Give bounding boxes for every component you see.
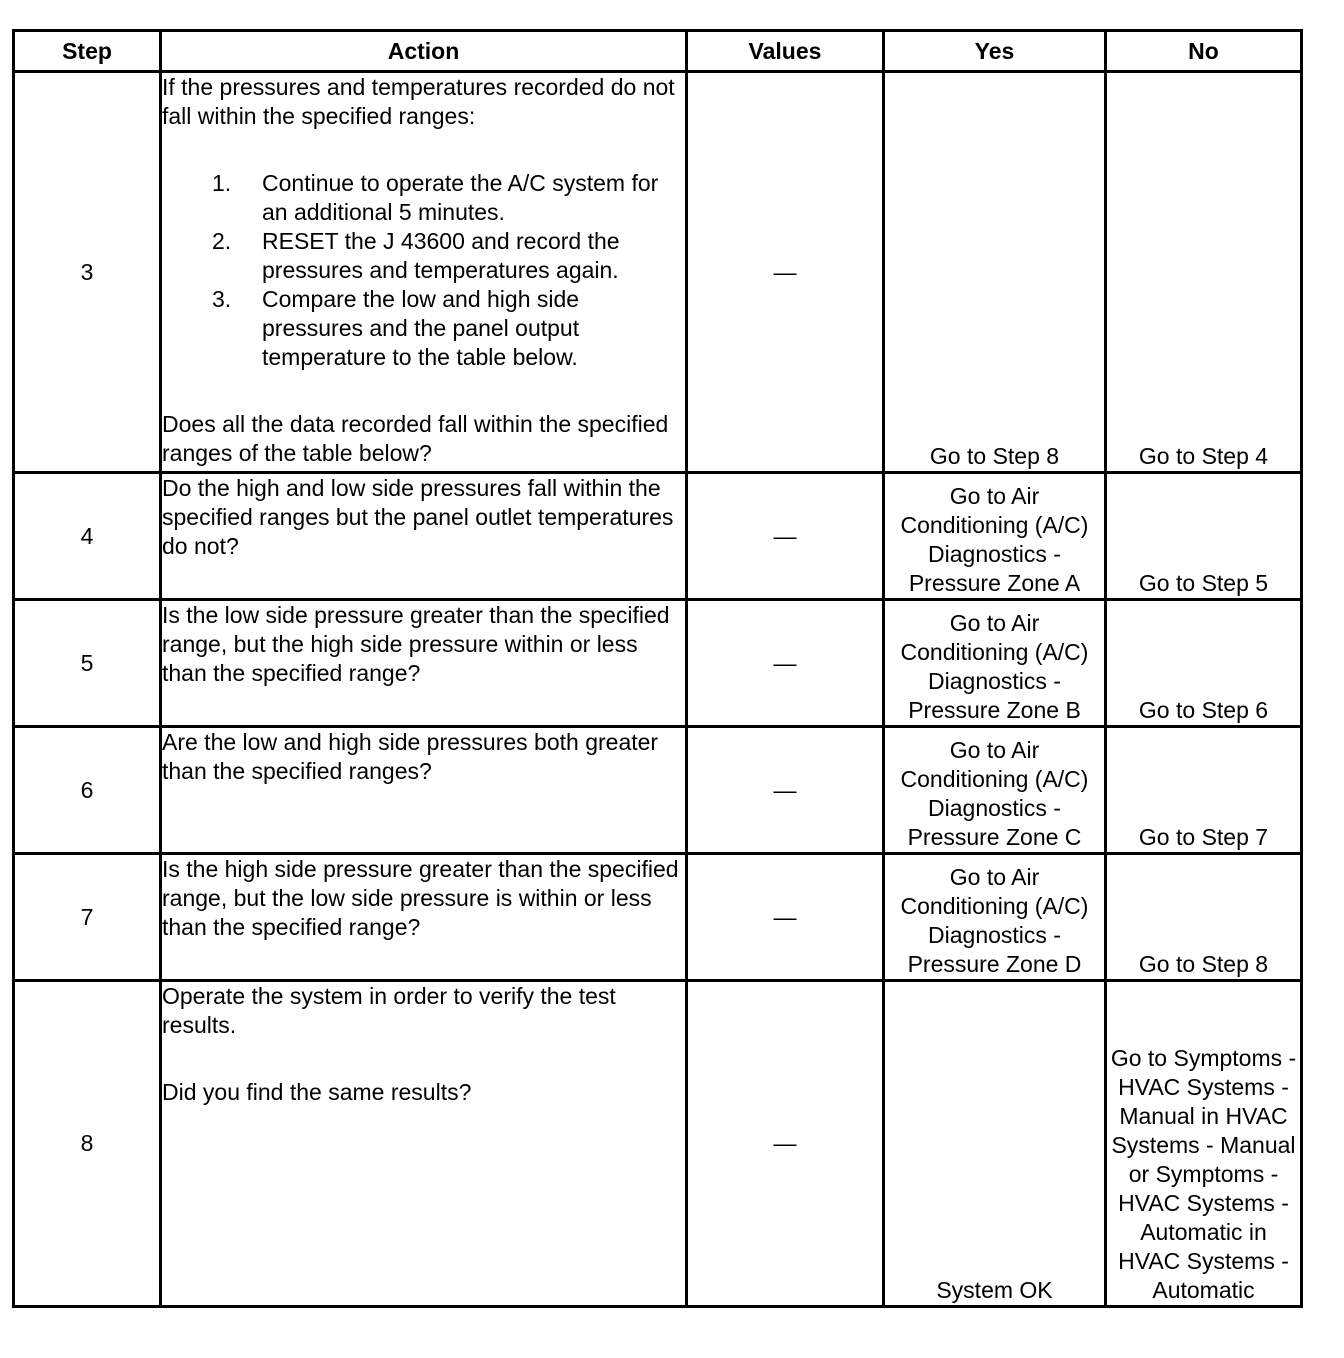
header-yes: Yes <box>885 32 1107 73</box>
list-item-text: Continue to operate the A/C system for an additional 5 minutes. <box>262 170 659 225</box>
yes-cell: Go to Air Conditioning (A/C) Diagnostics - Pressure Zone B <box>885 601 1107 728</box>
list-item-text: RESET the J 43600 and record the pressures and temperatures again. <box>262 228 620 283</box>
table-row <box>15 982 1300 1305</box>
yes-cell: Go to Air Conditioning (A/C) Diagnostics - Pressure Zone D <box>885 855 1107 982</box>
action-intro: If the pressures and temperatures recorded do not fall within the specified ranges: <box>162 74 675 129</box>
action-question: Did you find the same results? <box>162 1079 472 1105</box>
list-item-number: 1. <box>212 170 232 196</box>
action-intro: Operate the system in order to verify the test results. <box>162 983 616 1038</box>
step-number: 5 <box>15 601 162 728</box>
header-no: No <box>1107 32 1300 73</box>
step-number: 3 <box>15 73 162 474</box>
yes-cell: Go to Air Conditioning (A/C) Diagnostics - Pressure Zone A <box>885 474 1107 601</box>
table-row <box>15 73 1300 474</box>
no-cell: Go to Step 6 <box>1107 601 1300 728</box>
no-cell: Go to Step 7 <box>1107 728 1300 855</box>
list-item <box>162 285 685 372</box>
action-cell: Are the low and high side pressures both greater than the specified ranges? <box>162 728 688 855</box>
values-cell: — <box>688 474 885 601</box>
action-cell: Is the high side pressure greater than the specified range, but the low side pressure is within or less than the specified range? <box>162 855 688 982</box>
header-action: Action <box>162 32 688 73</box>
values-cell: — <box>688 728 885 855</box>
values-cell: — <box>688 982 885 1305</box>
list-item <box>162 169 685 227</box>
action-cell: Is the low side pressure greater than the specified range, but the high side pressure within or less than the specified range? <box>162 601 688 728</box>
list-item-number: 2. <box>212 228 232 254</box>
yes-cell: System OK <box>885 982 1107 1305</box>
action-question: Does all the data recorded fall within the specified ranges of the table below? <box>162 411 669 466</box>
no-cell: Go to Step 5 <box>1107 474 1300 601</box>
yes-cell: Go to Step 8 <box>885 73 1107 474</box>
action-steps-list <box>162 169 685 372</box>
values-cell: — <box>688 855 885 982</box>
list-item-number: 3. <box>212 286 232 312</box>
no-cell: Go to Step 8 <box>1107 855 1300 982</box>
diagnostic-table <box>12 29 1303 1308</box>
step-number: 4 <box>15 474 162 601</box>
action-cell <box>162 982 688 1305</box>
header-values: Values <box>688 32 885 73</box>
table-row <box>15 601 1300 728</box>
list-item <box>162 227 685 285</box>
table-row <box>15 474 1300 601</box>
action-cell <box>162 73 688 474</box>
action-cell: Do the high and low side pressures fall within the specified ranges but the panel outlet temperatures do not? <box>162 474 688 601</box>
table-row <box>15 728 1300 855</box>
no-cell: Go to Step 4 <box>1107 73 1300 474</box>
header-row <box>15 32 1300 73</box>
step-number: 8 <box>15 982 162 1305</box>
list-item-text: Compare the low and high side pressures and the panel output temperature to the table below. <box>262 286 580 370</box>
values-cell: — <box>688 601 885 728</box>
header-step: Step <box>15 32 162 73</box>
table-row <box>15 855 1300 982</box>
values-cell: — <box>688 73 885 474</box>
step-number: 6 <box>15 728 162 855</box>
step-number: 7 <box>15 855 162 982</box>
no-cell: Go to Symptoms - HVAC Systems - Manual in HVAC Systems - Manual or Symptoms - HVAC Systems - Automatic in HVAC Systems - Automatic <box>1110 1045 1297 1303</box>
yes-cell: Go to Air Conditioning (A/C) Diagnostics - Pressure Zone C <box>885 728 1107 855</box>
